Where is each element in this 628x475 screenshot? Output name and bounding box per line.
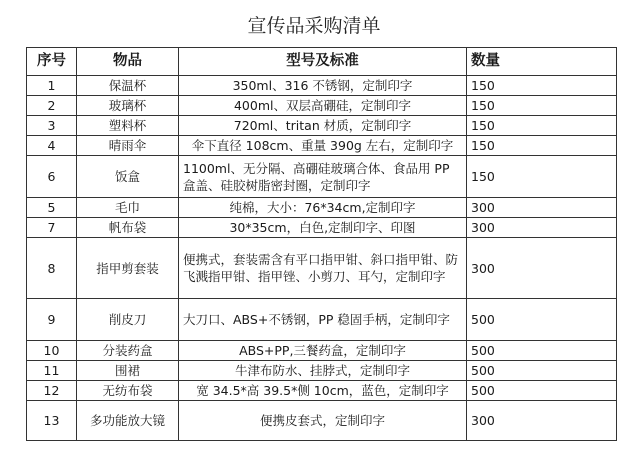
row-qty: 300 bbox=[467, 238, 617, 299]
table-row bbox=[27, 361, 617, 381]
row-spec: 便携皮套式，定制印字 bbox=[179, 401, 467, 441]
row-qty: 300 bbox=[467, 401, 617, 441]
row-no: 8 bbox=[27, 238, 77, 299]
header-spec: 型号及标准 bbox=[179, 48, 467, 76]
row-qty: 500 bbox=[467, 341, 617, 361]
row-item: 晴雨伞 bbox=[77, 136, 179, 156]
row-spec: 伞下直径 108cm、重量 390g 左右，定制印字 bbox=[179, 136, 467, 156]
row-no: 1 bbox=[27, 76, 77, 96]
row-qty: 300 bbox=[467, 198, 617, 218]
table-row bbox=[27, 341, 617, 361]
row-spec: 大刀口、ABS+不锈钢，PP 稳固手柄，定制印字 bbox=[179, 299, 467, 341]
table-row bbox=[27, 116, 617, 136]
row-item: 毛巾 bbox=[77, 198, 179, 218]
table-row bbox=[27, 198, 617, 218]
row-item: 无纺布袋 bbox=[77, 381, 179, 401]
row-item: 保温杯 bbox=[77, 76, 179, 96]
row-qty: 500 bbox=[467, 361, 617, 381]
table-row bbox=[27, 218, 617, 238]
row-spec: 纯棉，大小：76*34cm,定制印字 bbox=[179, 198, 467, 218]
row-no: 5 bbox=[27, 198, 77, 218]
row-no: 7 bbox=[27, 218, 77, 238]
row-no: 12 bbox=[27, 381, 77, 401]
row-no: 2 bbox=[27, 96, 77, 116]
row-qty: 150 bbox=[467, 96, 617, 116]
row-item: 玻璃杯 bbox=[77, 96, 179, 116]
row-spec: 720ml、tritan 材质，定制印字 bbox=[179, 116, 467, 136]
row-spec: 牛津布防水、挂脖式，定制印字 bbox=[179, 361, 467, 381]
row-spec: 350ml、316 不锈钢，定制印字 bbox=[179, 76, 467, 96]
row-item: 分装药盒 bbox=[77, 341, 179, 361]
table-row bbox=[27, 156, 617, 198]
row-item: 指甲剪套装 bbox=[77, 238, 179, 299]
table-row bbox=[27, 136, 617, 156]
row-item: 饭盒 bbox=[77, 156, 179, 198]
row-item: 围裙 bbox=[77, 361, 179, 381]
row-qty: 500 bbox=[467, 381, 617, 401]
row-spec: ABS+PP,三餐药盒，定制印字 bbox=[179, 341, 467, 361]
row-item: 多功能放大镜 bbox=[77, 401, 179, 441]
table-row bbox=[27, 401, 617, 441]
row-no: 3 bbox=[27, 116, 77, 136]
row-no: 11 bbox=[27, 361, 77, 381]
row-spec: 1100ml、无分隔、高硼硅玻璃合体、食品用 PP 盒盖、硅胶树脂密封圈，定制印字 bbox=[179, 156, 467, 198]
row-item: 塑料杯 bbox=[77, 116, 179, 136]
row-qty: 150 bbox=[467, 116, 617, 136]
row-qty: 300 bbox=[467, 218, 617, 238]
row-item: 帆布袋 bbox=[77, 218, 179, 238]
header-item: 物品 bbox=[77, 48, 179, 76]
row-qty: 500 bbox=[467, 299, 617, 341]
row-no: 10 bbox=[27, 341, 77, 361]
page-title: 宣传品采购清单 bbox=[247, 15, 381, 37]
row-spec: 30*35cm，白色,定制印字、印图 bbox=[179, 218, 467, 238]
header-qty: 数量 bbox=[467, 48, 617, 76]
row-qty: 150 bbox=[467, 136, 617, 156]
purchase-table bbox=[26, 47, 617, 441]
table-row bbox=[27, 381, 617, 401]
row-no: 4 bbox=[27, 136, 77, 156]
header-no: 序号 bbox=[27, 48, 77, 76]
table-row bbox=[27, 299, 617, 341]
table-row bbox=[27, 96, 617, 116]
row-qty: 150 bbox=[467, 156, 617, 198]
row-no: 6 bbox=[27, 156, 77, 198]
row-no: 9 bbox=[27, 299, 77, 341]
row-no: 13 bbox=[27, 401, 77, 441]
row-spec: 便携式，套装需含有平口指甲钳、斜口指甲钳、防飞溅指甲钳、指甲锉、小剪刀、耳勺，定制印字 bbox=[179, 238, 467, 299]
row-qty: 150 bbox=[467, 76, 617, 96]
row-item: 削皮刀 bbox=[77, 299, 179, 341]
table-row bbox=[27, 76, 617, 96]
table-header-row bbox=[27, 48, 617, 76]
table-row bbox=[27, 238, 617, 299]
row-spec: 宽 34.5*高 39.5*侧 10cm，蓝色，定制印字 bbox=[179, 381, 467, 401]
row-spec: 400ml、双层高硼硅，定制印字 bbox=[179, 96, 467, 116]
